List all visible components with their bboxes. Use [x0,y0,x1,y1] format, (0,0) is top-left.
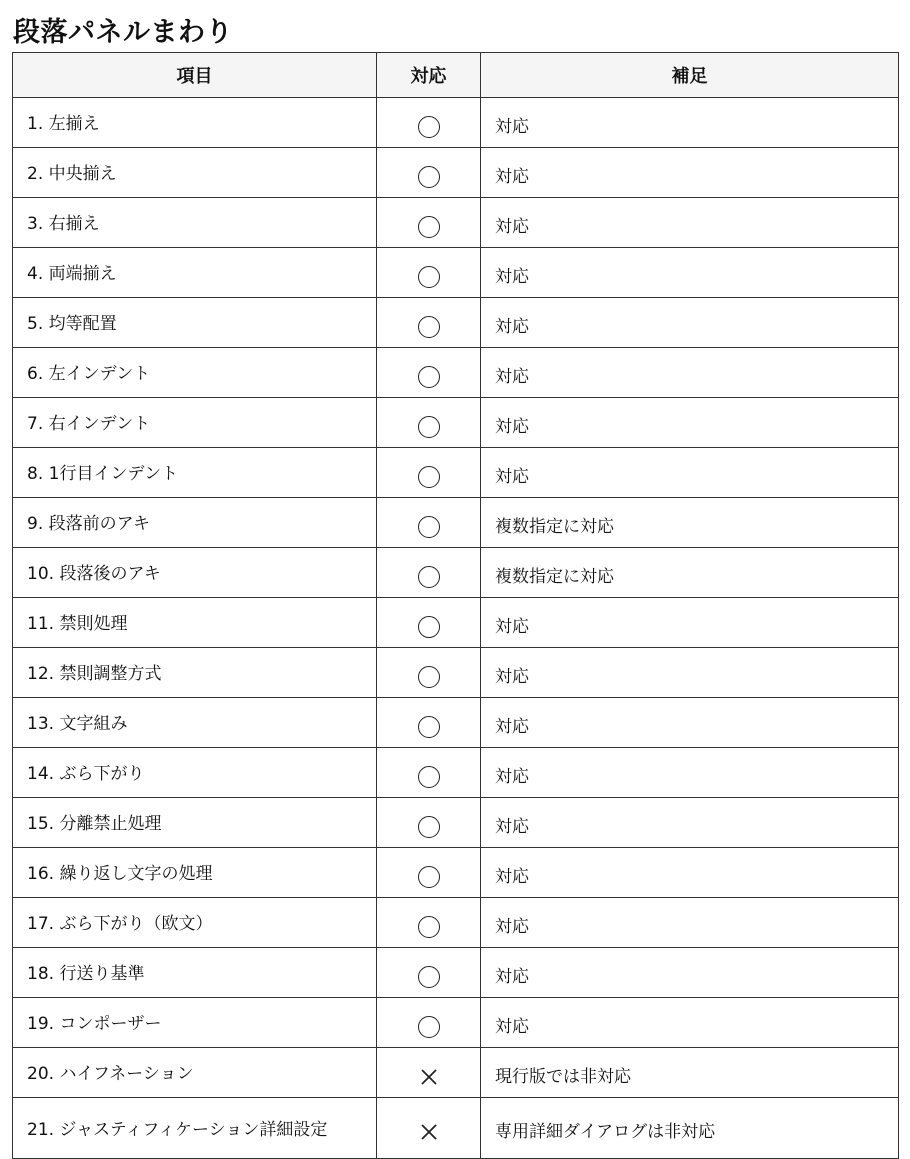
item-cell: 9. 段落前のアキ [13,498,377,548]
table-row [13,448,899,498]
support-cell [377,998,481,1048]
support-cell [377,398,481,448]
support-cell [377,198,481,248]
circle-icon [418,716,440,738]
circle-icon [418,166,440,188]
table-row [13,898,899,948]
item-cell: 8. 1行目インデント [13,448,377,498]
table-row [13,748,899,798]
table-row [13,1098,899,1159]
item-cell: 13. 文字組み [13,698,377,748]
support-cell [377,948,481,998]
item-cell: 7. 右インデント [13,398,377,448]
note-cell: 対応 [481,448,899,498]
table-header-row [13,53,899,98]
table-row [13,498,899,548]
page-title: 段落パネルまわり [13,17,233,48]
note-cell: 対応 [481,398,899,448]
circle-icon [418,316,440,338]
note-cell: 対応 [481,798,899,848]
note-cell: 対応 [481,998,899,1048]
table-body [13,98,899,1159]
item-cell: 14. ぶら下がり [13,748,377,798]
circle-icon [418,616,440,638]
circle-icon [418,1016,440,1038]
table-row [13,248,899,298]
support-cell [377,898,481,948]
item-cell: 17. ぶら下がり（欧文） [13,898,377,948]
table-row [13,98,899,148]
support-cell [377,598,481,648]
table-row [13,848,899,898]
support-cell [377,1048,481,1098]
note-cell: 対応 [481,748,899,798]
circle-icon [418,566,440,588]
item-cell: 20. ハイフネーション [13,1048,377,1098]
support-cell [377,548,481,598]
note-cell: 対応 [481,148,899,198]
circle-icon [418,816,440,838]
support-cell [377,298,481,348]
column-header-item: 項目 [13,53,377,98]
support-cell [377,448,481,498]
table-row [13,1048,899,1098]
item-cell: 1. 左揃え [13,98,377,148]
note-cell: 対応 [481,648,899,698]
circle-icon [418,466,440,488]
circle-icon [418,866,440,888]
circle-icon [418,516,440,538]
circle-icon [418,916,440,938]
note-cell: 対応 [481,248,899,298]
note-cell: 対応 [481,948,899,998]
item-cell: 21. ジャスティフィケーション詳細設定 [13,1098,377,1159]
support-cell [377,1098,481,1159]
support-cell [377,498,481,548]
item-cell: 18. 行送り基準 [13,948,377,998]
support-cell [377,148,481,198]
circle-icon [418,766,440,788]
support-cell [377,98,481,148]
note-cell: 現行版では非対応 [481,1048,899,1098]
table-row [13,648,899,698]
table-row [13,298,899,348]
table-row [13,598,899,648]
table-row [13,698,899,748]
support-cell [377,748,481,798]
support-cell [377,348,481,398]
table-row [13,948,899,998]
note-cell: 対応 [481,898,899,948]
table-row [13,398,899,448]
note-cell: 対応 [481,598,899,648]
circle-icon [418,966,440,988]
item-cell: 15. 分離禁止処理 [13,798,377,848]
item-cell: 19. コンポーザー [13,998,377,1048]
circle-icon [418,366,440,388]
table-row [13,148,899,198]
circle-icon [418,666,440,688]
cross-icon [418,1121,440,1143]
column-header-note: 補足 [481,53,899,98]
item-cell: 2. 中央揃え [13,148,377,198]
item-cell: 6. 左インデント [13,348,377,398]
item-cell: 3. 右揃え [13,198,377,248]
table-row [13,548,899,598]
support-cell [377,248,481,298]
circle-icon [418,216,440,238]
support-cell [377,698,481,748]
cross-icon [418,1066,440,1088]
circle-icon [418,116,440,138]
item-cell: 5. 均等配置 [13,298,377,348]
support-table [12,52,899,1159]
support-cell [377,798,481,848]
note-cell: 複数指定に対応 [481,548,899,598]
table-row [13,348,899,398]
note-cell: 対応 [481,848,899,898]
table-row [13,998,899,1048]
item-cell: 11. 禁則処理 [13,598,377,648]
circle-icon [418,416,440,438]
item-cell: 16. 繰り返し文字の処理 [13,848,377,898]
support-cell [377,648,481,698]
note-cell: 対応 [481,98,899,148]
table-row [13,798,899,848]
circle-icon [418,266,440,288]
note-cell: 専用詳細ダイアログは非対応 [481,1098,899,1159]
support-cell [377,848,481,898]
table-row [13,198,899,248]
item-cell: 4. 両端揃え [13,248,377,298]
item-cell: 10. 段落後のアキ [13,548,377,598]
note-cell: 対応 [481,298,899,348]
note-cell: 対応 [481,198,899,248]
note-cell: 対応 [481,348,899,398]
item-cell: 12. 禁則調整方式 [13,648,377,698]
note-cell: 対応 [481,698,899,748]
note-cell: 複数指定に対応 [481,498,899,548]
column-header-support: 対応 [377,53,481,98]
